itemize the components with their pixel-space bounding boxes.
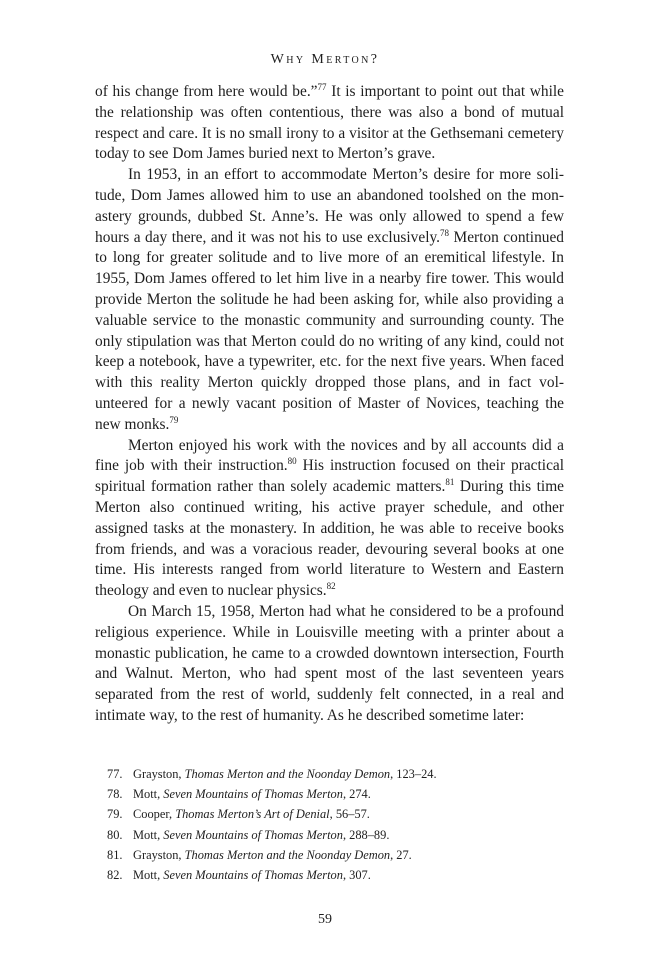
footnote-title: Thomas Merton’s Art of Denial xyxy=(175,807,330,822)
footnote-citation: , 288–89. xyxy=(342,827,390,842)
footnotes xyxy=(107,764,567,885)
paragraph-text: On March 15, 1958, Merton had what he considered to be a profound religious experience. While in Louisville meeting with a printer about a monastic publication, he came to a crowded downtown intersection, Fourth and Walnut. Merton, who had spent most of the last seventeen years separated from the rest of world, suddenly felt connected, in a real and intimate way, to the rest of humanity. As he described sometime later: xyxy=(95,602,564,724)
footnote-number: 78. xyxy=(107,787,123,802)
paragraph xyxy=(95,602,564,727)
footnote-author: Mott, xyxy=(133,787,164,802)
footnote-citation: , 27. xyxy=(390,847,412,862)
footnote xyxy=(107,845,567,865)
paragraph-text: In 1953, in an effort to accommodate Merton’s desire for more solitude, Dom James allowed him to use an abandoned toolshed on the monastery grounds, dubbed St. Anne’s. He was only allowed to spend a few hours a day there, and it was not his to use exclusively. xyxy=(95,166,564,246)
footnote-ref: 82 xyxy=(326,581,336,592)
paragraph xyxy=(95,436,564,602)
footnote-author: Grayston, xyxy=(133,847,185,862)
footnote-ref: 80 xyxy=(287,456,297,467)
footnote-citation: , 56–57. xyxy=(329,807,370,822)
paragraph-text: of his change from here would be.” xyxy=(95,83,318,100)
footnote-title: Seven Mountains of Thomas Merton xyxy=(163,827,343,842)
paragraph-text: It is important to point out that while the relationship was often contentious, there was also a bond of mutual respect and care. It is no small irony to a visitor at the Gethsemani cemetery today to see Dom James buried next to Merton’s grave. xyxy=(95,83,564,163)
footnote xyxy=(107,865,567,885)
paragraph xyxy=(95,165,564,435)
footnote-citation: , 123–24. xyxy=(390,767,437,781)
footnote-number: 81. xyxy=(107,847,123,862)
paragraph xyxy=(95,82,564,165)
footnote-author: Cooper, xyxy=(133,807,176,822)
footnote-ref: 79 xyxy=(169,414,179,425)
paragraph-text: Merton continued to long for greater solitude and to live more of an eremitical lifestyle. In 1955, Dom James offered to let him live in a nearby fire tower. This would provide Merton the solitude he had been asking for, while also providing a valuable service to the monastic community and surrounding county. The only stipulation was that Merton could do no writing of any kind, could not keep a notebook, have a typewriter, etc. for the next five years. When faced with this reality Merton quickly dropped those plans, and in fact volunteered for a newly vacant position of Master of Novices, teaching the new monks. xyxy=(95,228,564,433)
footnote-ref: 77 xyxy=(317,82,327,92)
footnote-number: 80. xyxy=(107,827,123,842)
paragraph-text: His instruction focused on their practical spiritual formation rather than solely academic matters. xyxy=(95,457,565,496)
footnote-number: 77. xyxy=(107,767,123,781)
footnote-author: Mott, xyxy=(133,868,164,883)
footnote-title: Thomas Merton and the Noonday Demon xyxy=(184,767,391,781)
footnote-author: Mott, xyxy=(133,827,164,842)
footnote xyxy=(107,804,567,824)
footnote-title: Seven Mountains of Thomas Merton xyxy=(163,787,343,802)
footnote-title: Seven Mountains of Thomas Merton xyxy=(163,868,343,883)
footnote xyxy=(107,764,567,784)
paragraph-text: During this time Merton also continued writing, his active prayer schedule, and other assigned tasks at the monastery. In addition, he was able to receive books from friends, and was a voracious reader, devouring several books at one time. His interests ranged from world literature to Western and Eastern theology and even to nuclear physics. xyxy=(95,478,564,600)
footnote xyxy=(107,825,567,845)
footnote-number: 82. xyxy=(107,868,123,883)
running-head: Why Merton? xyxy=(270,52,380,67)
footnote-ref: 78 xyxy=(440,227,450,238)
footnote-citation: , 274. xyxy=(342,787,371,802)
body-text xyxy=(95,82,564,727)
footnote-number: 79. xyxy=(107,807,123,822)
page-number: 59 xyxy=(318,912,332,927)
footnote-citation: , 307. xyxy=(342,868,371,883)
footnote xyxy=(107,784,567,804)
footnote-title: Thomas Merton and the Noonday Demon xyxy=(184,847,391,862)
footnote-ref: 81 xyxy=(445,477,455,488)
footnote-author: Grayston, xyxy=(133,767,185,781)
paragraph-text: Merton enjoyed his work with the novices and by all accounts did a fine job with their instruction. xyxy=(95,436,564,475)
